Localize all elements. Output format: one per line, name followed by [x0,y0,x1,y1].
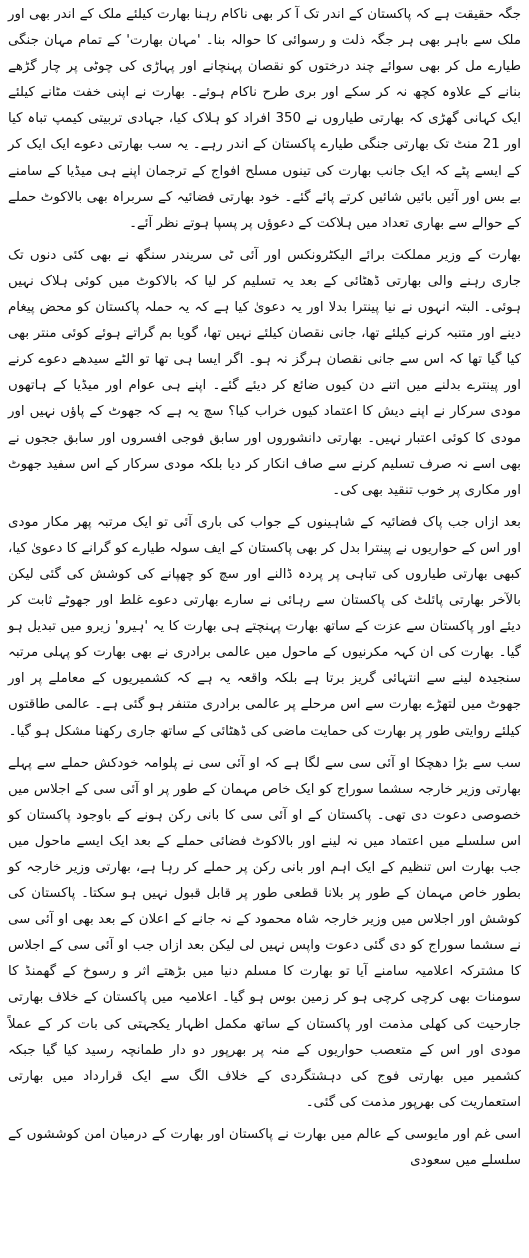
paragraph-5: اسی غم اور مایوسی کے عالم میں بھارت نے پاکستان اور بھارت کے درمیان امن کوششوں کے سلسلے میں سعودی [8,1126,521,1169]
paragraph-2: بھارت کے وزیر مملکت برائے الیکٹرونکس اور آئی ٹی سریندر سنگھ نے بھی کئی دنوں تک جاری رہنے والی بھارتی ڈھٹائی کے بعد یہ تسلیم کر لیا کہ بالاکوٹ میں کوئی ہلاک نہیں ہوئی۔ البتہ انہوں نے نیا پینترا بدلا اور یہ دعویٰ کیا ہے کہ یہ حملہ پاکستان کو محض پیغام دینے اور متنبہ کرنے کیلئے تھا، جانی نقصان کیلئے نہیں تھا، گویا بم گراتے ہوئے کوئی منتر بھی کیا گیا تھا کہ اس سے جانی نقصان ہرگز نہ ہو۔ اگر ایسا ہی تھا تو الٹے سیدھے دعوے کرنے اور پینترے بدلنے میں اتنے دن کیوں ضائع کر دیئے گئے۔ اپنے ہی عوام اور میڈیا کے ہاتھوں مودی سرکار نے اپنے دیش کا اعتماد کیوں خراب کیا؟ سچ یہ ہے کہ جھوٹ کے پاؤں نہیں اور مودی کا کوئی اعتبار نہیں۔ بھارتی دانشوروں اور سابق فوجی افسروں اور سابق ججوں نے بھی اسے نہ صرف تسلیم کرنے سے صاف انکار کر دیا بلکہ مودی سرکار کے اس سفید جھوٹ اور مکاری پر خوب تنقید بھی کی۔ [8,247,521,498]
paragraph-1: جگہ حقیقت ہے کہ پاکستان کے اندر تک آ کر بھی ناکام رہنا بھارت کیلئے ملک کے اندر بھی اور ملک سے باہر بھی ہر جگہ ذلت و رسوائی کا حوالہ بنا۔ 'مہان بھارت' کے تمام مہان جنگی طیارے مل کر بھی سوائے چند درختوں کو نقصان پہنچانے اور پہاڑی کی چوٹی پر چار گڑھے بنانے کے علاوہ کچھ نہ کر سکے اور بری طرح ناکام ہوئے۔ بھارت نے اپنی خفت مٹانے کیلئے ایک کہانی گھڑی کہ بھارتی طیاروں نے 350 افراد کو ہلاک کیا، جہادی تربیتی کیمپ تباہ کیا اور 21 منٹ تک بھارتی جنگی طیارے پاکستان کے اندر رہے۔ یہ سب بھارتی دعوے ایک ایک کر کے ایسے پٹے کہ ایک جانب بھارت کی تینوں مسلح افواج کے ترجمان اپنے ہی میڈیا کے سامنے بے بس اور آئیں بائیں شائیں کرتے پائے گئے۔ خود بھارتی فضائیہ کے سربراہ بھی بالاکوٹ حملے کے حوالے سے بھاری تعداد میں ہلاکت کے دعوؤں پر پسپا ہوتے نظر آئے۔ [8,7,521,231]
paragraph-4: سب سے بڑا دھچکا او آئی سی سے لگا ہے کہ او آئی سی نے پلوامہ خودکش حملے سے پہلے بھارتی وزیر خارجہ سشما سوراج کو ایک خاص مہمان کے طور پر او آئی سی کے اجلاس میں خصوصی دعوت دی تھی۔ پاکستان کے او آئی سی کا بانی رکن ہونے کے باوجود پاکستان کو اس سلسلے میں اعتماد میں نہ لینے اور بالاکوٹ فضائی حملے کے بعد ایک ایسے ماحول میں جب بھارت اس تنظیم کے ایک اہم اور بانی رکن پر حملے کر رہا ہے، بھارتی وزیر خارجہ کو بطور خاص مہمان کے طور پر بلانا قطعی طور پر قابل قبول نہیں ہو سکتا۔ پاکستان کی کوشش اور اجلاس میں وزیر خارجہ شاہ محمود کے نہ جانے کے اعلان کے بعد بھی او آئی سی نے سشما سوراج کو دی گئی دعوت واپس نہیں لی لیکن بعد ازاں جب او آئی سی کے اجلاس کا مشترکہ اعلامیہ سامنے آیا تو بھارت کا مسلم دنیا میں بڑھتے اثر و رسوخ کے گھمنڈ کا سومنات بھی کرچی کرچی ہو کر زمین بوس ہو گیا۔ اعلامیہ میں پاکستان کے خلاف بھارتی جارحیت کی کھلی مذمت اور پاکستان کے ساتھ مکمل اظہار یکجہتی کی بات کر کے عملاً مودی اور اس کے متعصب حواریوں کے منہ پر بھرپور دو دار طمانچہ رسید کیا گیا جبکہ کشمیر میں بھارتی فوج کی دہشتگردی کے خلاف الگ سے ایک قرارداد میں بھارتی استعماریت کی بھرپور مذمت کی گئی۔ [8,755,521,1110]
paragraph-3: بعد ازاں جب پاک فضائیہ کے شاہینوں کے جواب کی باری آئی تو ایک مرتبہ پھر مکار مودی اور اس کے حواریوں نے پینترا بدل کر بھی پاکستان کے ایف سولہ طیارے کو گرانے کا دعویٰ کیا، کبھی بھارتی طیاروں کی تباہی پر پردہ ڈالنے اور سچ کو چھپانے کی کوشش کی گئی لیکن بالآخر بھارتی پائلٹ کی پاکستان سے رہائی نے سارے بھارتی دعوے غلط اور جھوٹے ثابت کر دیئے اور پاکستان سے عزت کے ساتھ بھارت پہنچتے ہی بھارت کا یہ 'ہیرو' زیرو میں تبدیل ہو گیا۔ بھارت کی ان کہہ مکرنیوں کے ماحول میں عالمی برادری نے بھی بھارت کو پہلی مرتبہ سنجیدہ لینے سے انتہائی گریز برتا ہے بلکہ واقعہ یہ ہے کہ کشمیریوں کے معاملے پر اور جھوٹ میں لتھڑے بھارت سے اس مرحلے پر عالمی برادری متنفر ہو گئی ہے۔ عالمی طاقتوں کیلئے روایتی طور پر بھارت کی حمایت ماضی کی ڈھٹائی کے ساتھ جاری رکھنا مشکل ہو گیا۔ [8,514,521,739]
